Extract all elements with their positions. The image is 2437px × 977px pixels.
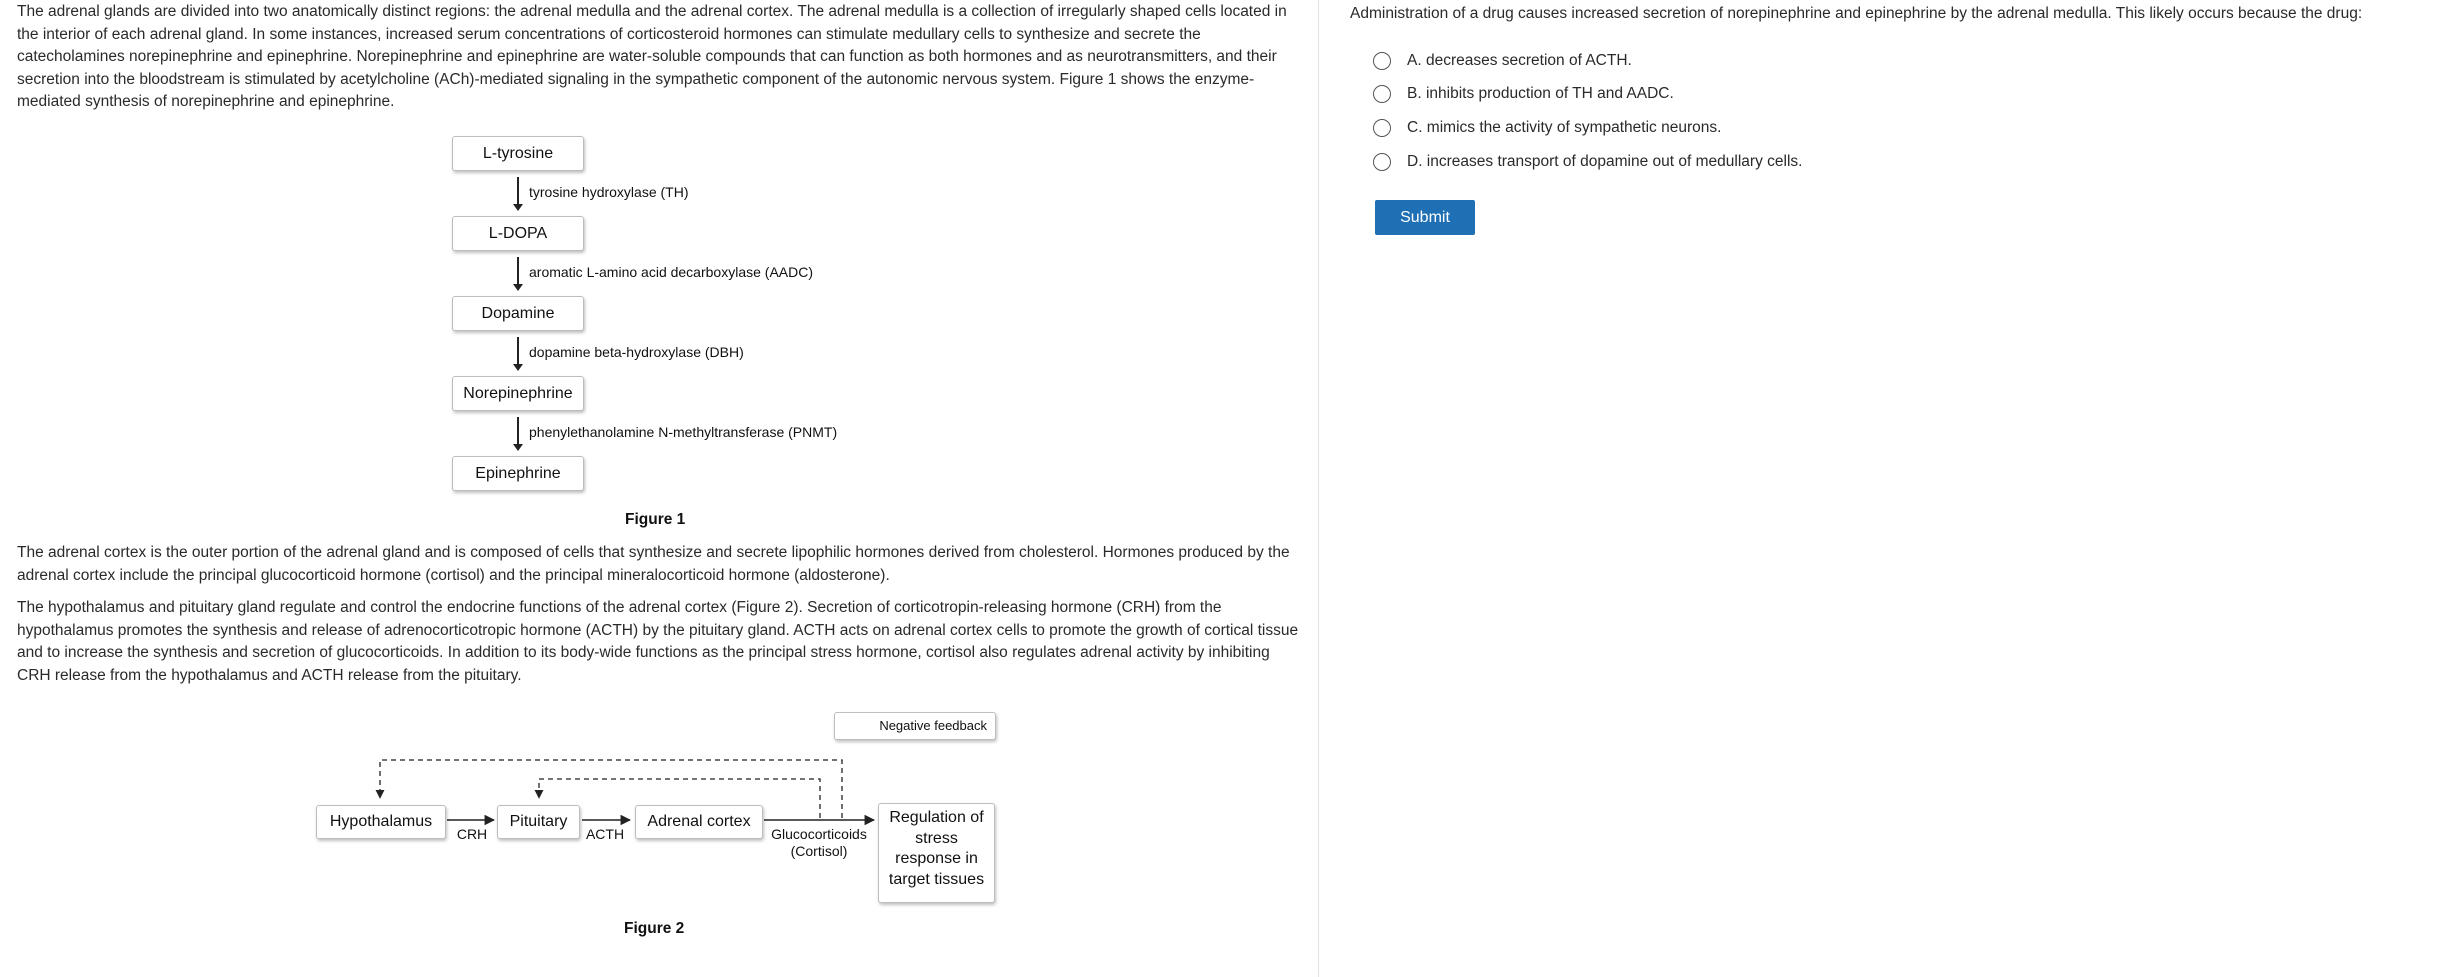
figure1-enzyme-4: phenylethanolamine N-methyltransferase (PNMT)	[529, 424, 838, 440]
choice-c-label: C. mimics the activity of sympathetic neurons.	[1407, 119, 1722, 136]
figure1-enzyme-1: tyrosine hydroxylase (TH)	[529, 184, 689, 200]
passage-paragraph-3: The hypothalamus and pituitary gland regulate and control the endocrine functions of the adrenal cortex (Figure 2). Secretion of corticotropin-releasing hormone (CRH) from the hypothalamus promotes the synthesis and release of adrenocorticotropic hormone (ACTH) by the pituitary gland. ACTH acts on adrenal cortex cells to promote the growth of cortical tissue and to increase the synthesis and secretion of glucocorticoids. In addition to its body-wide functions as the principal stress hormone, cortisol also regulates adrenal activity by inhibiting CRH release from the hypothalamus and ACTH release from the pituitary.	[17, 599, 1299, 684]
figure1-enzyme-2: aromatic L-amino acid decarboxylase (AADC)	[529, 264, 813, 280]
figure2-legend	[834, 712, 996, 740]
choice-d-label: D. increases transport of dopamine out of medullary cells.	[1407, 153, 1803, 170]
figure2-label-acth: ACTH	[585, 826, 625, 842]
choice-b-label: B. inhibits production of TH and AADC.	[1407, 85, 1674, 102]
choice-b-radio[interactable]	[1373, 85, 1391, 103]
figure1-enzyme-3: dopamine beta-hydroxylase (DBH)	[529, 344, 744, 360]
question-panel	[1320, 0, 2437, 977]
figure2-label-glucocorticoids: Glucocorticoids	[771, 826, 867, 842]
figure2-node-adrenal-cortex: Adrenal cortex	[635, 805, 763, 839]
passage-paragraph-1: The adrenal glands are divided into two anatomically distinct regions: the adrenal medulla and the adrenal cortex. The adrenal medulla is a collection of irregularly shaped cells located in the interior of each adrenal gland. In some instances, increased serum concentrations of corticosteroid hormones can stimulate medullary cells to synthesize and secrete the catecholamines norepinephrine and epinephrine. Norepinephrine and epinephrine are water-soluble compounds that can function as both hormones and as neurotransmitters, and their secretion into the bloodstream is stimulated by acetylcholine (ACh)-mediated signaling in the sympathetic component of the autonomic nervous system. Figure 1 shows the enzyme-mediated synthesis of norepinephrine and epinephrine.	[17, 3, 1287, 110]
choice-a-label: A. decreases secretion of ACTH.	[1407, 52, 1632, 69]
figure2-node-pituitary: Pituitary	[497, 805, 580, 839]
choice-c[interactable]	[1373, 116, 1721, 140]
figure2-label-crh: CRH	[456, 826, 488, 842]
choice-c-radio[interactable]	[1373, 119, 1391, 137]
figure1-node-dopamine: Dopamine	[452, 296, 584, 331]
passage-paragraph-2: The adrenal cortex is the outer portion of the adrenal gland and is composed of cells that synthesize and secrete lipophilic hormones derived from cholesterol. Hormones produced by the adrenal cortex include the principal glucocorticoid hormone (cortisol) and the principal mineralocorticoid hormone (aldosterone).	[17, 544, 1290, 584]
choice-a-radio[interactable]	[1373, 52, 1391, 70]
choice-d-radio[interactable]	[1373, 153, 1391, 171]
figure2-feedback-hypothalamus	[380, 760, 842, 818]
question-stem: Administration of a drug causes increased secretion of norepinephrine and epinephrine by the adrenal medulla. This likely occurs because the drug:	[1350, 5, 2363, 22]
figure2-node-hypothalamus: Hypothalamus	[316, 805, 446, 839]
submit-button[interactable]: Submit	[1375, 200, 1475, 235]
figure2-legend-label: Negative feedback	[879, 718, 987, 733]
figure1-node-l-tyrosine: L-tyrosine	[452, 136, 584, 171]
figure2-caption: Figure 2	[624, 920, 685, 937]
figure1-caption: Figure 1	[625, 511, 686, 528]
figure1-node-norepinephrine: Norepinephrine	[452, 376, 584, 411]
figure2-label-cortisol: (Cortisol)	[790, 843, 848, 859]
figure2-node-regulation: Regulation of stress response in target tissues	[878, 803, 995, 903]
choice-d[interactable]	[1373, 150, 1802, 174]
figure1-node-epinephrine: Epinephrine	[452, 456, 584, 491]
figure1-node-l-dopa: L-DOPA	[452, 216, 584, 251]
choice-a[interactable]	[1373, 49, 1632, 73]
choice-b[interactable]	[1373, 82, 1674, 106]
